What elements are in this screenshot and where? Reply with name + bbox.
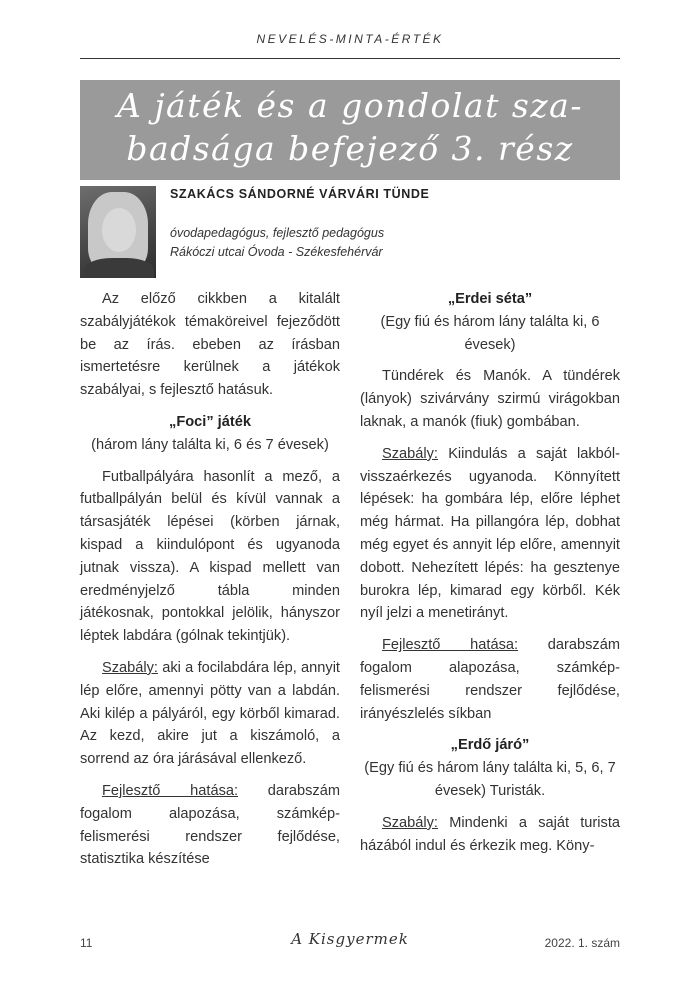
rule-text: Kiindulás a saját lakból-visszaérkezés ugyanoda. Könnyített lépések: ha gombára lép, előre léphet még hármat. Ha pillangóra lép, dobhat még egyet és annyit lép előre, amennyit dobott. Nehezített lépés: ha gesztenye burokra lép, kimarad egy körből. Kék nyíl jelzi a menetirányt. bbox=[360, 445, 620, 622]
author-institution: Rákóczi utcai Óvoda - Székesfehérvár bbox=[170, 245, 383, 259]
effect-label: Fejlesztő hatása: bbox=[102, 782, 239, 799]
game-heading-foci: „Foci” játék bbox=[169, 413, 251, 430]
game-description-foci: Futballpályára hasonlít a mező, a futballpályán belül és kívül vannak a társasjáték lépései (körben járnak, kispad a kiindulópont és ugyanoda jutnak vissza). A kispad mellett van eredményjelző tábla minden játékosnak, pontokkal jelölik, hányszor léptek labdára (gólnak tekintjük). bbox=[80, 468, 340, 645]
game-heading-erdo-jaro: „Erdő járó” bbox=[450, 737, 530, 754]
article-title-banner bbox=[80, 80, 620, 180]
rule-label: Szabály: bbox=[102, 659, 158, 676]
rule-label: Szabály: bbox=[382, 814, 438, 831]
author-name: SZAKÁCS SÁNDORNÉ VÁRVÁRI TÜNDE bbox=[170, 187, 430, 201]
right-column bbox=[360, 288, 620, 866]
rule-text: Mindenki a saját turista házából indul és érkezik meg. Köny- bbox=[360, 814, 620, 854]
author-photo-shoulder bbox=[84, 258, 154, 278]
header-divider bbox=[80, 58, 620, 59]
rule-label: Szabály: bbox=[382, 445, 438, 462]
game-heading-erdei-seta: „Erdei séta” bbox=[447, 291, 533, 307]
game-rule-erdo-jaro bbox=[360, 812, 620, 858]
section-title: NEVELÉS-MINTA-ÉRTÉK bbox=[256, 32, 444, 46]
author-photo bbox=[80, 186, 156, 278]
issue-number: 2022. 1. szám bbox=[544, 936, 620, 950]
article-title-line-1: A játék és a gondolat sza- bbox=[117, 86, 583, 125]
rule-text: aki a focilabdára lép, annyit lép előre, amennyi pötty van a labdán. Aki kilép a pályáról, egy körből kimarad. Az kezd, akire jut a kiszámoló, a sorrend az óra járásával ellenkező. bbox=[80, 659, 340, 768]
article-title-line-2: badsága befejező 3. rész bbox=[126, 129, 574, 168]
page-number: 11 bbox=[80, 936, 93, 950]
game-description-erdei-seta: Tündérek és Manók. A tündérek (lányok) szivárvány szirmú virágokban laknak, a manók (fiuk) gombában. bbox=[360, 368, 620, 430]
game-subtitle-foci: (három lány találta ki, 6 és 7 évesek) bbox=[91, 436, 329, 453]
left-column bbox=[80, 288, 340, 880]
author-photo-face bbox=[102, 208, 136, 252]
effect-text: darabszám fogalom alapozása, számkép-felismerési rendszer fejlődése, statisztika készítése bbox=[80, 782, 341, 868]
game-subtitle-erdei-seta: (Egy fiú és három lány találta ki, 6 évesek) bbox=[380, 313, 600, 353]
effect-text: darabszám fogalom alapozása, számkép-felismerési rendszer fejlődése, irányészlelés síkban bbox=[360, 637, 621, 722]
game-effect-erdei-seta bbox=[360, 634, 620, 725]
game-rule-foci bbox=[80, 657, 340, 771]
author-role: óvodapedagógus, fejlesztő pedagógus bbox=[170, 226, 385, 240]
game-subtitle-erdo-jaro: (Egy fiú és három lány találta ki, 5, 6, 7 évesek) Turisták. bbox=[364, 760, 616, 799]
effect-label: Fejlesztő hatása: bbox=[382, 637, 519, 654]
game-rule-erdei-seta bbox=[360, 443, 620, 625]
game-effect-foci bbox=[80, 780, 340, 871]
magazine-name: A Kisgyermek bbox=[291, 930, 409, 948]
intro-paragraph: Az előző cikkben a kitalált szabályjátékok témaköreivel fejeződött be az írás. ebeben az írásban ismertetésre kerülnek a játékok szabályai, s fejlesztő hatásuk. bbox=[80, 291, 340, 399]
